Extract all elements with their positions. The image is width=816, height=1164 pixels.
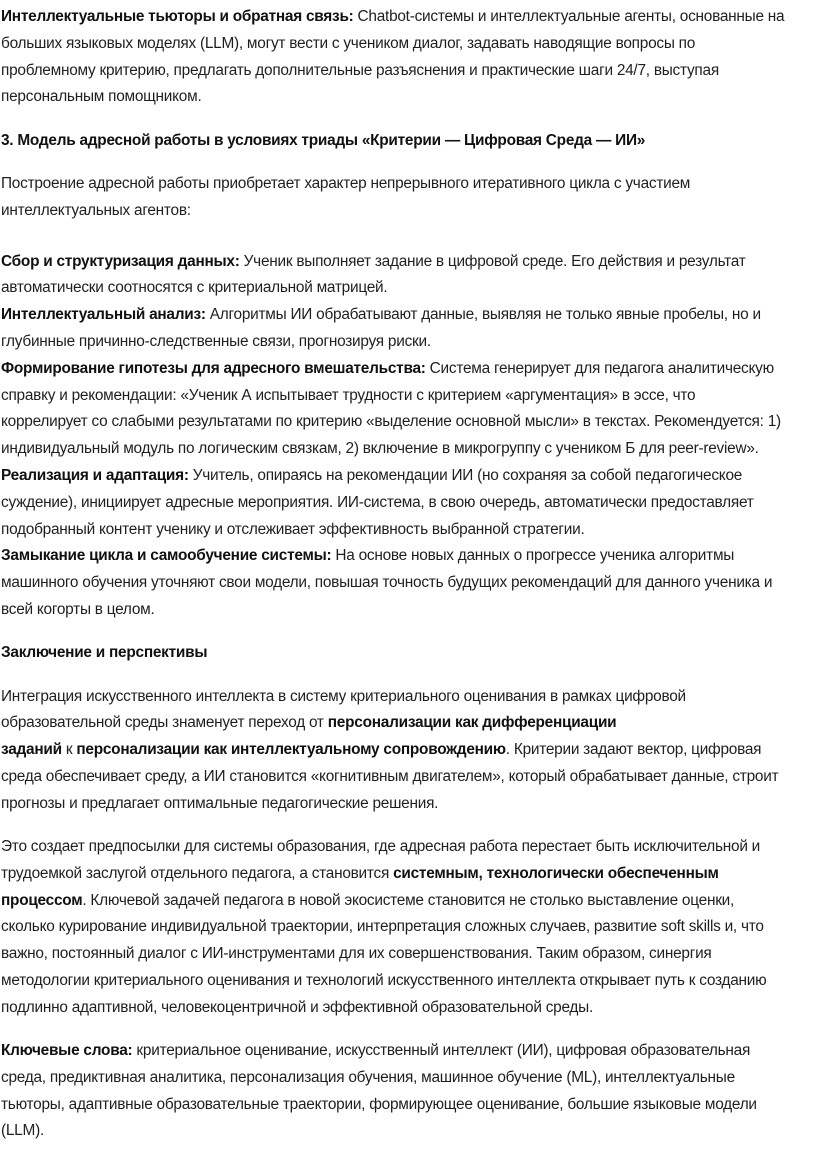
paragraph: [1, 171, 816, 225]
bold-text: системным, технологически обеспеченным процессом: [1, 864, 719, 909]
bold-text: Формирование гипотезы для адресного вмешательства:: [1, 359, 426, 377]
text-run: Интеграция искусственного интеллекта в систему критериального оценивания в рамках цифровой образовательной среды знаменует переход от: [1, 687, 686, 732]
section-heading: [1, 128, 816, 155]
paragraph: [1, 463, 816, 543]
paragraph: [1, 834, 816, 1022]
text-run: к: [61, 741, 77, 759]
bold-text: Замыкание цикла и самообучение системы:: [1, 547, 332, 565]
paragraph: [1, 684, 816, 818]
bold-text: Сбор и структуризация данных:: [1, 252, 240, 270]
bold-text: Реализация и адаптация:: [1, 466, 189, 484]
bold-text: Интеллектуальные тьюторы и обратная связь:: [1, 8, 354, 25]
text-run: критериальное оценивание, искусственный интеллект (ИИ), цифровая образовательная среда, предиктивная аналитика, персонализация обучения, машинное обучение (ML), интеллектуальные тьюторы, адаптивные образовательные траектории, формирующее оценивание, большие языковые модели (LLM).: [1, 1042, 757, 1140]
text-run: Построение адресной работы приобретает характер непрерывного итеративного цикла с участием интеллектуальных агентов:: [1, 174, 691, 219]
text-run: Ученик выполняет задание в цифровой среде. Его действия и результат автоматически соотносятся с критериальной матрицей.: [1, 252, 746, 297]
text-run: Алгоритмы ИИ обрабатывают данные, выявляя не только явные пробелы, но и глубинные причинно-следственные связи, прогнозируя риски.: [1, 306, 761, 350]
paragraph: [1, 249, 816, 303]
text-run: Учитель, опираясь на рекомендации ИИ (но сохраняя за собой педагогическое суждение), инициирует адресные мероприятия. ИИ-система, в свою очередь, автоматически предоставляет подобранный контент ученику и отслеживает эффективность выбранной стратегии.: [1, 466, 754, 538]
paragraph: [1, 543, 816, 623]
paragraph: [1, 302, 816, 356]
text-run: На основе новых данных о прогрессе ученика алгоритмы машинного обучения уточняют свои модели, повышая точность будущих рекомендаций для данного ученика и всей когорты в целом.: [1, 547, 773, 618]
text-run: . Ключевой задачей педагога в новой экосистеме становится не столько выставление оценки, сколько курирование индивидуальной траектории, интерпретация сложных случаев, развитие soft skills и, что важно, постоянный диалог с ИИ-инструментами для их совершенствования. Таким образом, синергия методологии критериального оценивания и технологий искусственного интеллекта открывает путь к созданию подлинно адаптивной, человекоцентричной и эффективной образовательной среды.: [1, 891, 767, 1016]
text-run: Chatbot-системы и интеллектуальные агенты, основанные на больших языковых моделях (LLM), могут вести с учеником диалог, задавать наводящие вопросы по проблемному критерию, предлагать дополнительные разъяснения и практические шаги 24/7, выступая персональным помощником.: [1, 8, 785, 106]
text-run: . Критерии задают вектор, цифровая среда обеспечивает среду, а ИИ становится «когнитивным двигателем», который обрабатывает данные, строит прогнозы и предлагает оптимальные педагогические решения.: [1, 741, 779, 812]
bold-text: персонализации как интеллектуальному сопровождению: [76, 741, 506, 759]
text-run: Это создает предпосылки для системы образования, где адресная работа перестает быть исключительной и трудоемкой заслугой отдельного педагога, а становится: [1, 838, 761, 882]
bold-text: Ключевые слова:: [1, 1042, 133, 1060]
bold-text: 3. Модель адресной работы в условиях триады «Критерии — Цифровая Среда — ИИ»: [1, 131, 646, 149]
bold-text: Заключение и перспективы: [1, 644, 208, 662]
text-run: Система генерирует для педагога аналитическую справку и рекомендации: «Ученик А испытывает трудности с критерием «аргументация» в эссе, что коррелирует со слабыми результатами по критерию «выделение основной мысли» в текстах. Рекомендуется: 1) индивидуальный модуль по логическим связкам, 2) включение в микрогруппу с учеником Б для peer-review».: [1, 359, 781, 458]
section-heading: [1, 640, 816, 667]
paragraph: [1, 1038, 816, 1145]
paragraph: [1, 356, 816, 463]
paragraph: [1, 4, 816, 111]
bold-text: персонализации как дифференциации заданий: [1, 714, 617, 759]
bold-text: Интеллектуальный анализ:: [1, 306, 206, 324]
